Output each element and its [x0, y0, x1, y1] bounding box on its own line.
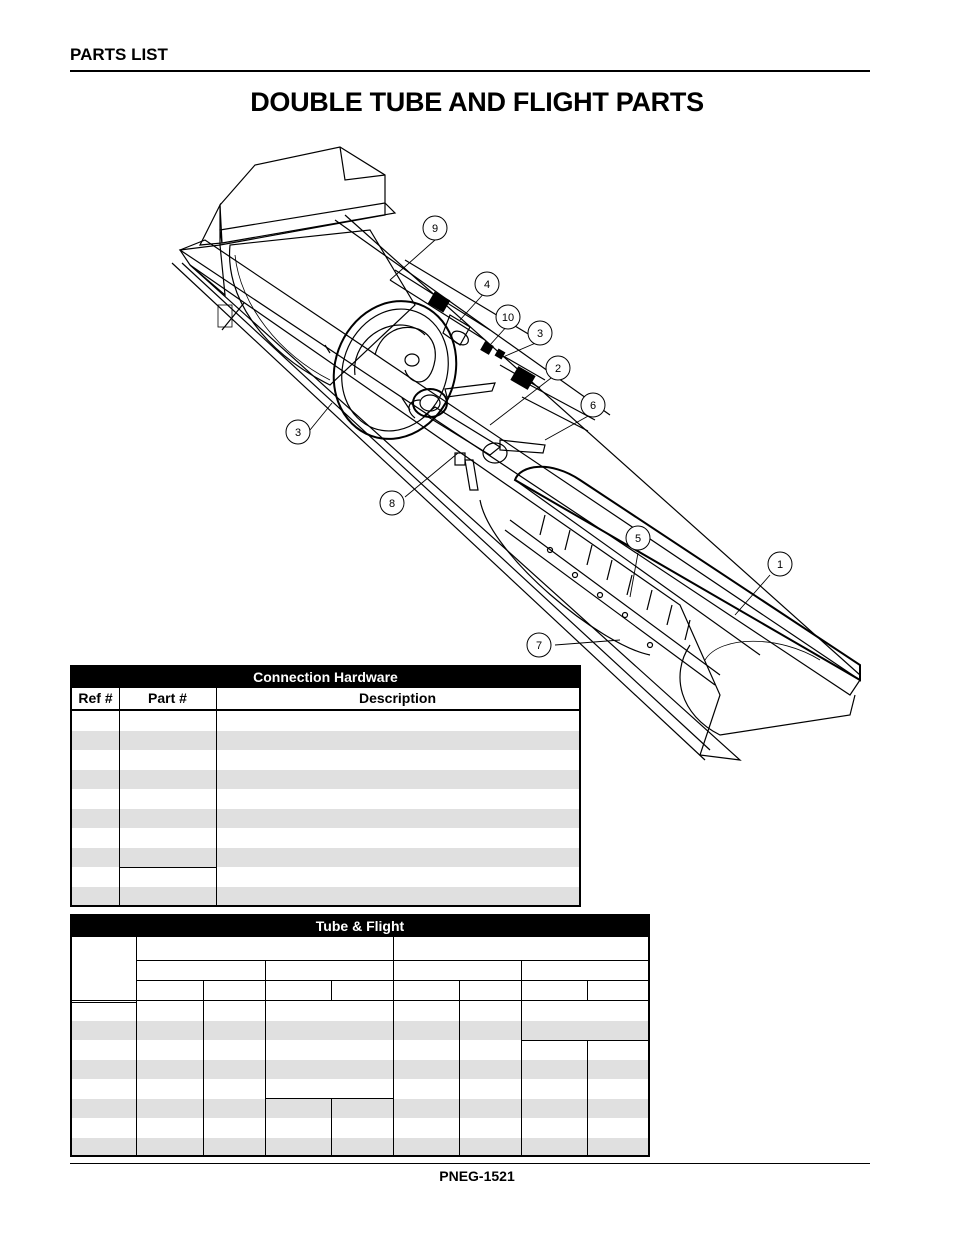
leader-lines	[310, 240, 770, 645]
col-ref: Ref #	[78, 690, 113, 706]
svg-text:10: 10	[501, 312, 515, 324]
connection-hardware-title: Connection Hardware	[72, 667, 579, 688]
page-title: DOUBLE TUBE AND FLIGHT PARTS	[250, 87, 704, 117]
table-row	[72, 809, 579, 828]
callout-3-right	[528, 321, 552, 345]
section-label: PARTS LIST	[70, 45, 168, 64]
callout-1	[768, 552, 792, 576]
table-row	[72, 887, 579, 905]
col-description: Description	[358, 690, 436, 706]
callout-6	[527, 633, 551, 657]
callout-7	[581, 393, 605, 417]
svg-text:2: 2	[554, 363, 562, 375]
callout-10	[496, 305, 520, 329]
table-row	[72, 1021, 648, 1040]
svg-text:8: 8	[388, 498, 396, 510]
table-row	[72, 848, 579, 867]
table-row	[72, 1060, 648, 1079]
svg-text:5: 5	[634, 533, 642, 545]
callout-4	[475, 272, 499, 296]
callout-2	[546, 356, 570, 380]
footer-rule	[70, 1163, 870, 1164]
callout-8	[380, 491, 404, 515]
callout-3-left	[286, 420, 310, 444]
table-row	[72, 770, 579, 789]
svg-text:3: 3	[536, 328, 544, 340]
svg-text:1: 1	[776, 559, 784, 571]
svg-text:4: 4	[483, 279, 491, 291]
col-part: Part #	[148, 690, 187, 706]
callout-9	[423, 216, 447, 240]
table-row	[72, 1138, 648, 1155]
doc-number: PNEG-1521	[439, 1168, 515, 1184]
svg-text:9: 9	[431, 223, 439, 235]
tube-flight-title: Tube & Flight	[72, 916, 648, 937]
svg-text:3: 3	[294, 427, 302, 439]
table-row	[72, 1099, 648, 1118]
connection-hardware-table	[70, 665, 581, 907]
header-rule	[70, 70, 870, 72]
svg-text:6: 6	[589, 400, 597, 412]
connection-hardware-header-row	[72, 688, 579, 711]
callout-5	[626, 526, 650, 550]
table-row	[72, 731, 579, 750]
svg-text:7: 7	[535, 640, 543, 652]
tube-flight-table	[70, 914, 650, 1157]
